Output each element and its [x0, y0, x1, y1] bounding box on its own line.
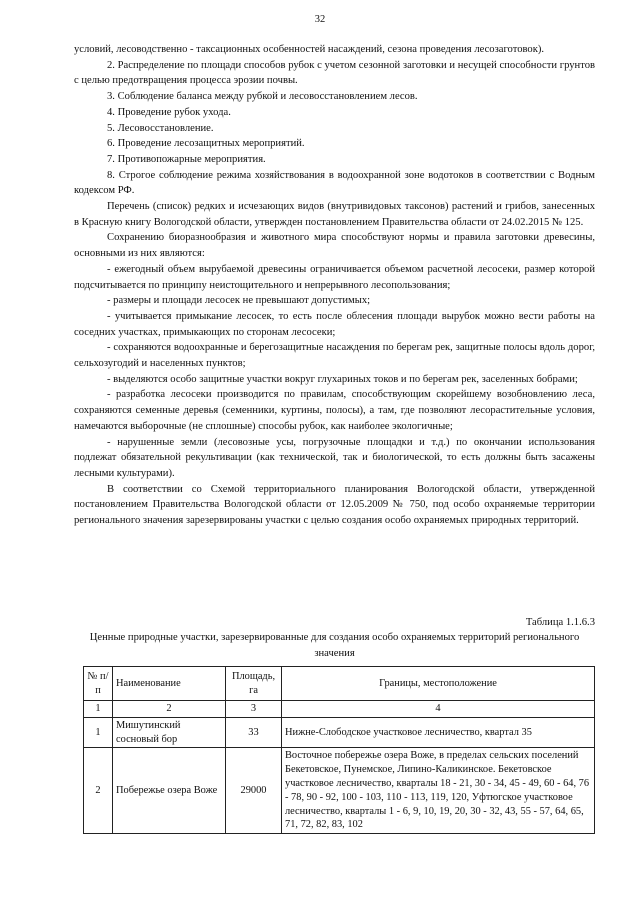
table-row [84, 748, 595, 834]
paragraph: В соответствии со Схемой территориального планирования Вологодской области, утвержденной постановлением Правительства Вологодской области от 12.05.2009 № 750, под особо охраняемые территории регионального значения зарезервированы участки с целью создания особо охраняемых природных территорий. [74, 483, 595, 527]
row-name: Мишутинский сосновый бор [113, 717, 226, 748]
table-header-row [84, 667, 595, 701]
paragraph: - сохраняются водоохранные и берегозащитные насаждения по берегам рек, защитные полосы вдоль дорог, сельхозугодий и населенных пунктов; [74, 342, 595, 370]
row-location: Восточное побережье озера Воже, в пределах сельских поселений Бекетовское, Пунемское, Липино-Каликинское. Бекетовское участковое лесничество, кварталы 18 - 21, 30 - 34, 45 - 49, 60 - 64, 76 - 78, 90 - 92, 100 - 103, 110 - 113, 119, 120, Уфтюгское участковое лесничество, кварталы 1 - 6, 9, 10, 19, 20, 30 - 32, 43, 55 - 57, 64, 65, 71, 72, 82, 83, 102 [282, 748, 595, 834]
row-location: Нижне-Слободское участковое лесничество, квартал 35 [282, 717, 595, 748]
row-area: 29000 [226, 748, 282, 834]
paragraph: - размеры и площади лесосек не превышают допустимых; [107, 295, 371, 307]
col-number: 3 [226, 701, 282, 718]
row-name: Побережье озера Воже [113, 748, 226, 834]
paragraph: 4. Проведение рубок ухода. [107, 106, 231, 118]
paragraph: - ежегодный объем вырубаемой древесины ограничивается объемом расчетной лесосеки, размер которой подсчитывается по принципу неистощительного и непрерывного лесопользования; [74, 263, 595, 291]
table-row [84, 717, 595, 748]
paragraph: условий, лесоводственно - таксационных особенностей насаждений, сезона проведения лесозаготовок). [74, 44, 545, 55]
table-caption: Таблица 1.1.6.3 [525, 617, 595, 628]
header-location: Границы, местоположение [282, 667, 595, 701]
row-number: 1 [84, 717, 113, 748]
header-number: № п/п [84, 667, 113, 701]
paragraph: 6. Проведение лесозащитных мероприятий. [107, 138, 305, 150]
paragraph: 2. Распределение по площади способов рубок с учетом сезонной заготовки и несущей способности грунтов с целью предотвращения процесса эрозии почвы. [74, 59, 595, 87]
row-area: 33 [226, 717, 282, 748]
paragraph: Перечень (список) редких и исчезающих видов (внутривидовых таксонов) растений и грибов, занесенных в Красную книгу Вологодской области, утвержден постановлением Правительства области от 24.02.2015 № 125. [74, 201, 595, 228]
col-number: 1 [84, 701, 113, 718]
paragraph: - разработка лесосеки производится по правилам, способствующим скорейшему возобновлению леса, сохраняются семенные деревья (семенники, куртины, полосы), а там, где позволяют лесорастительные условия, намечаются выборочные (не сплошные) способы рубок, как наиболее экологичные; [74, 389, 595, 432]
header-area: Площадь, га [226, 667, 282, 701]
table-numbering-row [84, 701, 595, 718]
table-title: Ценные природные участки, зарезервированные для создания особо охраняемых территорий регионального значения [89, 632, 580, 659]
reserved-areas-table [83, 666, 595, 834]
col-number: 2 [113, 701, 226, 718]
paragraph: - нарушенные земли (лесовозные усы, погрузочные площадки и т.д.) по окончании использования подлежат обязательной рекультивации (как технической, так и биологической, то есть должны быть засажены лесными культурами). [74, 436, 595, 479]
paragraph: 7. Противопожарные мероприятия. [107, 153, 266, 165]
paragraph: 8. Строгое соблюдение режима хозяйствования в водоохранной зоне водотоков в соответствии с Водным кодексом РФ. [74, 169, 595, 197]
row-number: 2 [84, 748, 113, 834]
paragraph: 3. Соблюдение баланса между рубкой и лесовосстановлением лесов. [107, 91, 418, 103]
paragraph: - учитывается примыкание лесосек, то есть после облесения площади вырубок можно вести работы на соседних участках, примыкающих по сторонам лесосеки; [74, 310, 595, 338]
paragraph: 5. Лесовосстановление. [107, 122, 214, 134]
document-body [74, 42, 595, 529]
paragraph: Сохранению биоразнообразия и животного мира способствуют нормы и правила заготовки древесины, основными из них являются: [74, 232, 595, 260]
paragraph: - выделяются особо защитные участки вокруг глухариных токов и по берегам рек, заселенных бобрами; [107, 373, 578, 385]
header-name: Наименование [113, 667, 226, 701]
col-number: 4 [282, 701, 595, 718]
page-number: 32 [314, 14, 326, 25]
